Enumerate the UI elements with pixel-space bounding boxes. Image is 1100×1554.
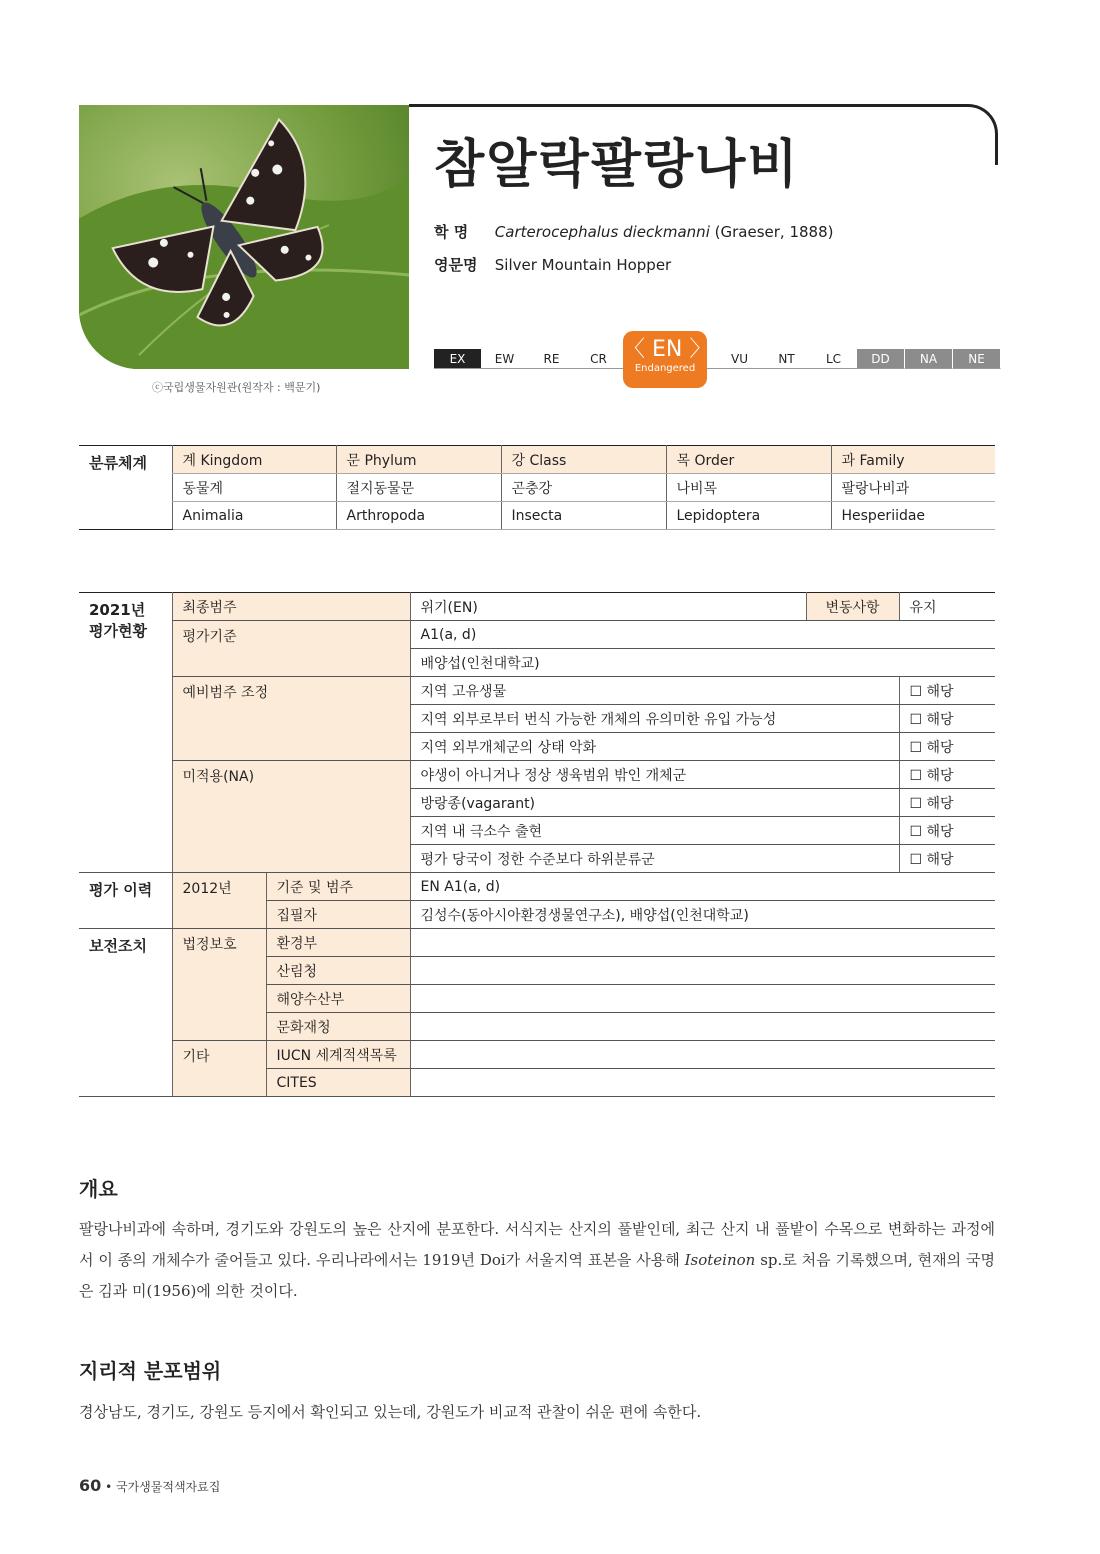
tax-korean: 곤충강 bbox=[501, 474, 666, 502]
assessment-heading bbox=[79, 593, 172, 873]
tax-latin: Animalia bbox=[172, 502, 336, 530]
english-name: Silver Mountain Hopper bbox=[494, 256, 672, 274]
category-en-badge bbox=[623, 331, 712, 388]
other-item: IUCN 세계적색목록 bbox=[266, 1041, 410, 1069]
legal-item: 문화재청 bbox=[266, 1013, 410, 1041]
category-re: RE bbox=[528, 349, 575, 369]
distribution-heading: 지리적 분포범위 bbox=[79, 1359, 222, 1383]
legal-item: 환경부 bbox=[266, 929, 410, 957]
adjust-checkbox[interactable]: ☐ 해당 bbox=[899, 733, 995, 761]
adjust-item: 지역 고유생물 bbox=[410, 677, 899, 705]
history-year: 2012년 bbox=[172, 873, 266, 929]
tax-header: 문 Phylum bbox=[336, 446, 501, 474]
legal-item: 해양수산부 bbox=[266, 985, 410, 1013]
final-category-label: 최종범주 bbox=[172, 593, 410, 621]
tax-header: 과 Family bbox=[831, 446, 995, 474]
tax-korean: 나비목 bbox=[666, 474, 831, 502]
assessment-table bbox=[79, 592, 995, 1097]
taxonomy-heading: 분류체계 bbox=[79, 446, 172, 530]
category-na: NA bbox=[905, 349, 953, 369]
legal-label: 법정보호 bbox=[172, 929, 266, 1041]
change-value: 유지 bbox=[899, 593, 995, 621]
legal-value bbox=[410, 1013, 995, 1041]
na-item: 평가 당국이 정한 수준보다 하위분류군 bbox=[410, 845, 899, 873]
tax-header: 계 Kingdom bbox=[172, 446, 336, 474]
category-en-code: 〈 EN 〉 bbox=[623, 337, 712, 362]
legal-value bbox=[410, 985, 995, 1013]
category-lc: LC bbox=[810, 349, 857, 369]
history-writer-value: 김성수(동아시아환경생물연구소), 배양섭(인천대학교) bbox=[410, 901, 995, 929]
history-criteria-label: 기준 및 범주 bbox=[266, 873, 410, 901]
na-label: 미적용(NA) bbox=[172, 761, 410, 873]
adjust-checkbox[interactable]: ☐ 해당 bbox=[899, 677, 995, 705]
history-writer-label: 집필자 bbox=[266, 901, 410, 929]
other-label: 기타 bbox=[172, 1041, 266, 1097]
overview-heading: 개요 bbox=[79, 1177, 118, 1201]
butterfly-illustration bbox=[79, 105, 409, 369]
na-checkbox[interactable]: ☐ 해당 bbox=[899, 789, 995, 817]
page-footer bbox=[79, 1476, 220, 1495]
overview-text-italic: Isoteinon bbox=[684, 1251, 756, 1269]
assessment-year: 2021년 bbox=[89, 601, 146, 619]
legal-value bbox=[410, 929, 995, 957]
scientific-author: (Graeser, 1888) bbox=[714, 223, 834, 241]
assessment-title: 평가현황 bbox=[89, 622, 147, 640]
tax-korean: 팔랑나비과 bbox=[831, 474, 995, 502]
legal-item: 산림청 bbox=[266, 957, 410, 985]
scientific-name-row bbox=[434, 221, 833, 242]
adjust-item: 지역 외부로부터 번식 가능한 개체의 유의미한 유입 가능성 bbox=[410, 705, 899, 733]
butterfly-photo bbox=[79, 105, 409, 369]
tax-header: 목 Order bbox=[666, 446, 831, 474]
other-item: CITES bbox=[266, 1069, 410, 1097]
page-title: 참알락팔랑나비 bbox=[434, 135, 800, 195]
assessor-value: 배양섭(인천대학교) bbox=[410, 649, 995, 677]
adjust-checkbox[interactable]: ☐ 해당 bbox=[899, 705, 995, 733]
category-cr: CR bbox=[575, 349, 622, 369]
overview-text bbox=[79, 1214, 995, 1307]
taxonomy-table bbox=[79, 445, 995, 530]
category-nt: NT bbox=[763, 349, 810, 369]
english-name-label: 영문명 bbox=[434, 256, 478, 274]
history-criteria-value: EN A1(a, d) bbox=[410, 873, 995, 901]
na-checkbox[interactable]: ☐ 해당 bbox=[899, 817, 995, 845]
overview-text-2: sp.로 처음 기록했으며, 현재의 국명은 김과 미(1956)에 의한 것이다. bbox=[79, 1251, 995, 1300]
tax-korean: 절지동물문 bbox=[336, 474, 501, 502]
tax-latin: Hesperiidae bbox=[831, 502, 995, 530]
legal-value bbox=[410, 957, 995, 985]
other-value bbox=[410, 1069, 995, 1097]
tax-latin: Insecta bbox=[501, 502, 666, 530]
scientific-name: Carterocephalus dieckmanni bbox=[494, 223, 710, 241]
redlist-category-bar bbox=[434, 349, 1001, 369]
adjust-label: 예비범주 조정 bbox=[172, 677, 410, 761]
na-checkbox[interactable]: ☐ 해당 bbox=[899, 761, 995, 789]
other-value bbox=[410, 1041, 995, 1069]
tax-header: 강 Class bbox=[501, 446, 666, 474]
conservation-heading: 보전조치 bbox=[79, 929, 172, 1097]
page-number: 60 bbox=[79, 1476, 102, 1495]
english-name-row bbox=[434, 254, 671, 275]
history-heading: 평가 이력 bbox=[79, 873, 172, 929]
criteria-label: 평가기준 bbox=[172, 621, 410, 677]
category-ne: NE bbox=[953, 349, 1001, 369]
category-vu: VU bbox=[716, 349, 763, 369]
distribution-text: 경상남도, 경기도, 강원도 등지에서 확인되고 있는데, 강원도가 비교적 관찰이 쉬운 편에 속한다. bbox=[79, 1403, 702, 1421]
photo-caption: ⓒ국립생물자원관(원작자 : 백문기) bbox=[152, 381, 321, 394]
na-item: 야생이 아니거나 정상 생육범위 밖인 개체군 bbox=[410, 761, 899, 789]
category-ew: EW bbox=[481, 349, 528, 369]
na-checkbox[interactable]: ☐ 해당 bbox=[899, 845, 995, 873]
tax-korean: 동물계 bbox=[172, 474, 336, 502]
tax-latin: Lepidoptera bbox=[666, 502, 831, 530]
scientific-name-label: 학 명 bbox=[434, 223, 469, 241]
na-item: 방랑종(vagarant) bbox=[410, 789, 899, 817]
na-item: 지역 내 극소수 출현 bbox=[410, 817, 899, 845]
final-category-value: 위기(EN) bbox=[410, 593, 806, 621]
category-en-label: Endangered bbox=[634, 363, 696, 374]
tax-latin: Arthropoda bbox=[336, 502, 501, 530]
overview-text-1: 팔랑나비과에 속하며, 경기도와 강원도의 높은 산지에 분포한다. 서식지는 산지의 풀밭인데, 최근 산지 내 풀밭이 수목으로 변화하는 과정에서 이 종의 개체수가 줄어들고 있다. 우리나라에서는 1919년 Doi가 서울지역 표본을 사용해 bbox=[79, 1220, 995, 1269]
adjust-item: 지역 외부개체군의 상태 악화 bbox=[410, 733, 899, 761]
criteria-value: A1(a, d) bbox=[410, 621, 995, 649]
change-label: 변동사항 bbox=[806, 593, 899, 621]
category-ex: EX bbox=[434, 349, 481, 369]
book-title: • 국가생물적색자료집 bbox=[105, 1480, 221, 1494]
category-dd: DD bbox=[857, 349, 905, 369]
